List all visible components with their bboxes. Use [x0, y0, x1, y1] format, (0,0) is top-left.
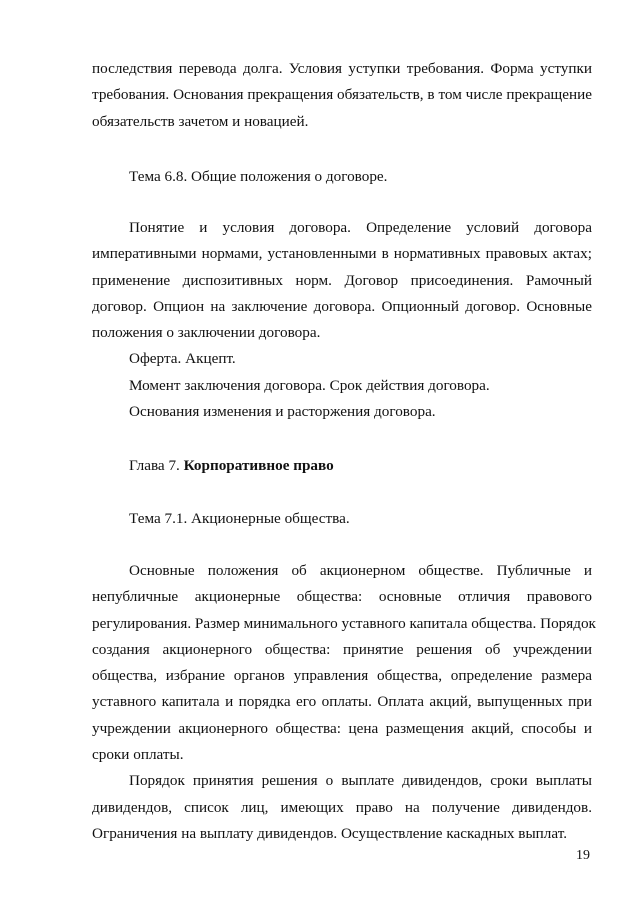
paragraph-line: Основные положения об акционерном обществе. Публичные и	[129, 562, 592, 579]
chapter-title: Корпоративное право	[183, 457, 334, 474]
paragraph-contract-concept	[92, 215, 592, 425]
paragraph-assignment-of-claim	[92, 56, 592, 135]
paragraph-line: создания акционерного общества: принятие решения об учреждении	[92, 640, 592, 658]
paragraph-line: регулирования. Размер минимального уставного капитала общества. Порядок	[92, 614, 596, 632]
paragraph-line: императивными нормами, установленными в нормативных правовых актах;	[92, 245, 592, 263]
paragraph-line: сроки оплаты.	[92, 746, 184, 764]
change-termination-line: Основания изменения и расторжения договора.	[129, 403, 436, 421]
paragraph-line: последствия перевода долга. Условия уступки требования. Форма уступки	[92, 60, 592, 77]
paragraph-joint-stock-company	[92, 558, 596, 847]
paragraph-line: уставного капитала и порядка его оплаты. Оплата акций, выпущенных при	[92, 693, 592, 711]
chapter-prefix: Глава 7.	[129, 457, 184, 474]
offer-acceptance-line: Оферта. Акцепт.	[129, 350, 236, 368]
topic-heading-7-1: Тема 7.1. Акционерные общества.	[129, 510, 350, 527]
paragraph-line: положения о заключении договора.	[92, 324, 321, 342]
paragraph-line: требования. Основания прекращения обязательств, в том числе прекращение	[92, 86, 592, 104]
paragraph-line: обязательств зачетом и новацией.	[92, 112, 309, 130]
conclusion-moment-line: Момент заключения договора. Срок действия договора.	[129, 376, 490, 394]
paragraph-line: Ограничения на выплату дивидендов. Осуществление каскадных выплат.	[92, 824, 568, 842]
paragraph-line: Понятие и условия договора. Определение условий договора	[129, 219, 592, 236]
paragraph-line: непубличные акционерные общества: основные отличия правового	[92, 588, 592, 606]
topic-heading-6-8: Тема 6.8. Общие положения о договоре.	[129, 168, 388, 185]
paragraph-line: общества, избрание органов управления общества, определение размера	[92, 667, 592, 685]
chapter-heading-7	[129, 453, 334, 479]
paragraph-line: Порядок принятия решения о выплате дивидендов, сроки выплаты	[129, 772, 592, 790]
paragraph-line: применение диспозитивных норм. Договор присоединения. Рамочный	[92, 271, 592, 289]
paragraph-line: учреждении акционерного общества: цена размещения акций, способы и	[92, 719, 592, 737]
paragraph-line: договор. Опцион на заключение договора. Опционный договор. Основные	[92, 297, 592, 315]
paragraph-line: дивидендов, список лиц, имеющих право на получение дивидендов.	[92, 798, 592, 816]
page-number: 19	[576, 848, 590, 863]
